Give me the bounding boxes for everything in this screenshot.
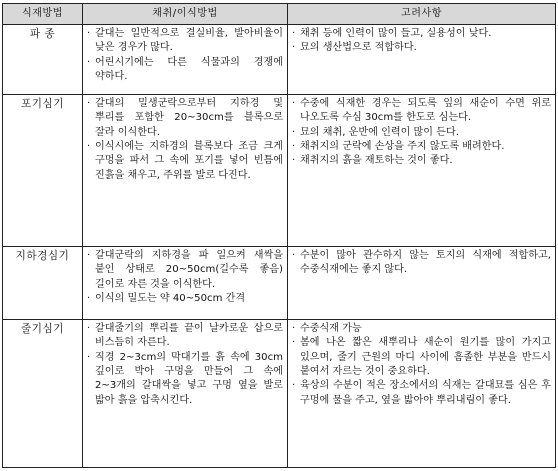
considerations-cell xyxy=(288,95,556,247)
collection-list xyxy=(87,249,283,306)
list-item: · 수분이 많아 관수하지 않는 토지의 식재에 적합하고, 수중식재에는 좋지 않다. xyxy=(292,249,551,278)
considerations-list xyxy=(292,249,551,278)
table-row xyxy=(3,320,556,468)
collection-cell xyxy=(83,320,288,468)
planting-methods-table xyxy=(2,3,556,468)
list-item: · 직경 2~3cm의 막대기를 흙 속에 30cm 깊이로 박아 구멍을 만들어 그 속에 2~3개의 갈대싹을 넣고 구멍 옆을 발로 밟아 흙을 압축시킨다. xyxy=(87,351,283,408)
method-cell: 줄기심기 xyxy=(3,320,83,468)
list-item: · 어린시기에는 다른 식물과의 경쟁에 약하다. xyxy=(87,56,283,85)
method-cell: 지하경심기 xyxy=(3,247,83,320)
list-item: · 봄에 나온 짧은 새뿌리나 새순이 원기를 많이 가지고 있으며, 줄기 근원의 마디 사이에 흠졸한 부분을 반드시 붙여서 자르는 것이 중요하다. xyxy=(292,336,551,379)
list-item: · 채취지의 흙을 재토하는 것이 좋다. xyxy=(292,154,551,168)
collection-cell xyxy=(83,95,288,247)
list-item: · 갈대의 밀생군락으로부터 지하경 및 뿌리를 포함한 20~30cm를 블록으로 잘라 이식한다. xyxy=(87,97,283,140)
list-item: · 채취지의 군락에 손상을 주지 않도록 배려한다. xyxy=(292,140,551,154)
table-header-row xyxy=(3,4,556,25)
considerations-cell xyxy=(288,320,556,468)
considerations-cell xyxy=(288,247,556,320)
list-item: · 묘의 채취, 운반에 인력이 많이 든다. xyxy=(292,126,551,140)
considerations-list xyxy=(292,27,551,56)
considerations-list xyxy=(292,322,551,408)
collection-list xyxy=(87,27,283,84)
list-item: · 육상의 수분이 적은 장소에서의 식재는 갈대묘를 심은 후 구멍에 물을 주고, 옆을 밟아야 뿌리내림이 좋다. xyxy=(292,379,551,408)
collection-list xyxy=(87,322,283,408)
list-item: · 갈대군락의 지하경을 파 일으켜 새싹을 붙인 상태로 20~50cm(길수록 좋음) 길이로 자른 것을 이식한다. xyxy=(87,249,283,292)
method-cell: 포기심기 xyxy=(3,95,83,247)
header-planting-method: 식재방법 xyxy=(3,4,83,25)
header-collection-transplant: 채취/이식방법 xyxy=(83,4,288,25)
collection-cell xyxy=(83,25,288,95)
list-item: · 수중식재 가능 xyxy=(292,322,551,336)
considerations-cell xyxy=(288,25,556,95)
list-item: · 갈대는 일반적으로 결실비율, 발아비율이 낮은 경우가 많다. xyxy=(87,27,283,56)
collection-list xyxy=(87,97,283,183)
header-considerations: 고려사항 xyxy=(288,4,556,25)
list-item: · 수중에 식재한 경우는 되도록 잎의 새순이 수면 위로 나오도록 수심 30cm를 한도로 심는다. xyxy=(292,97,551,126)
list-item: · 채취 등에 인력이 많이 들고, 실용성이 낮다. xyxy=(292,27,551,41)
table-row xyxy=(3,247,556,320)
list-item: · 이식시에는 지하경의 블록보다 조금 크게 구멍을 파서 그 속에 포기를 넣어 빈틈에 진흙을 채우고, 주위를 발로 다진다. xyxy=(87,140,283,183)
list-item: · 이식의 밀도는 약 40~50cm 간격 xyxy=(87,292,283,306)
list-item: · 갈대줄기의 뿌리를 끝이 날카로운 삽으로 비스듬히 자른다. xyxy=(87,322,283,351)
considerations-list xyxy=(292,97,551,169)
table-row xyxy=(3,25,556,95)
method-cell: 파 종 xyxy=(3,25,83,95)
collection-cell xyxy=(83,247,288,320)
list-item: · 묘의 생산법으로 적합하다. xyxy=(292,41,551,55)
table-row xyxy=(3,95,556,247)
